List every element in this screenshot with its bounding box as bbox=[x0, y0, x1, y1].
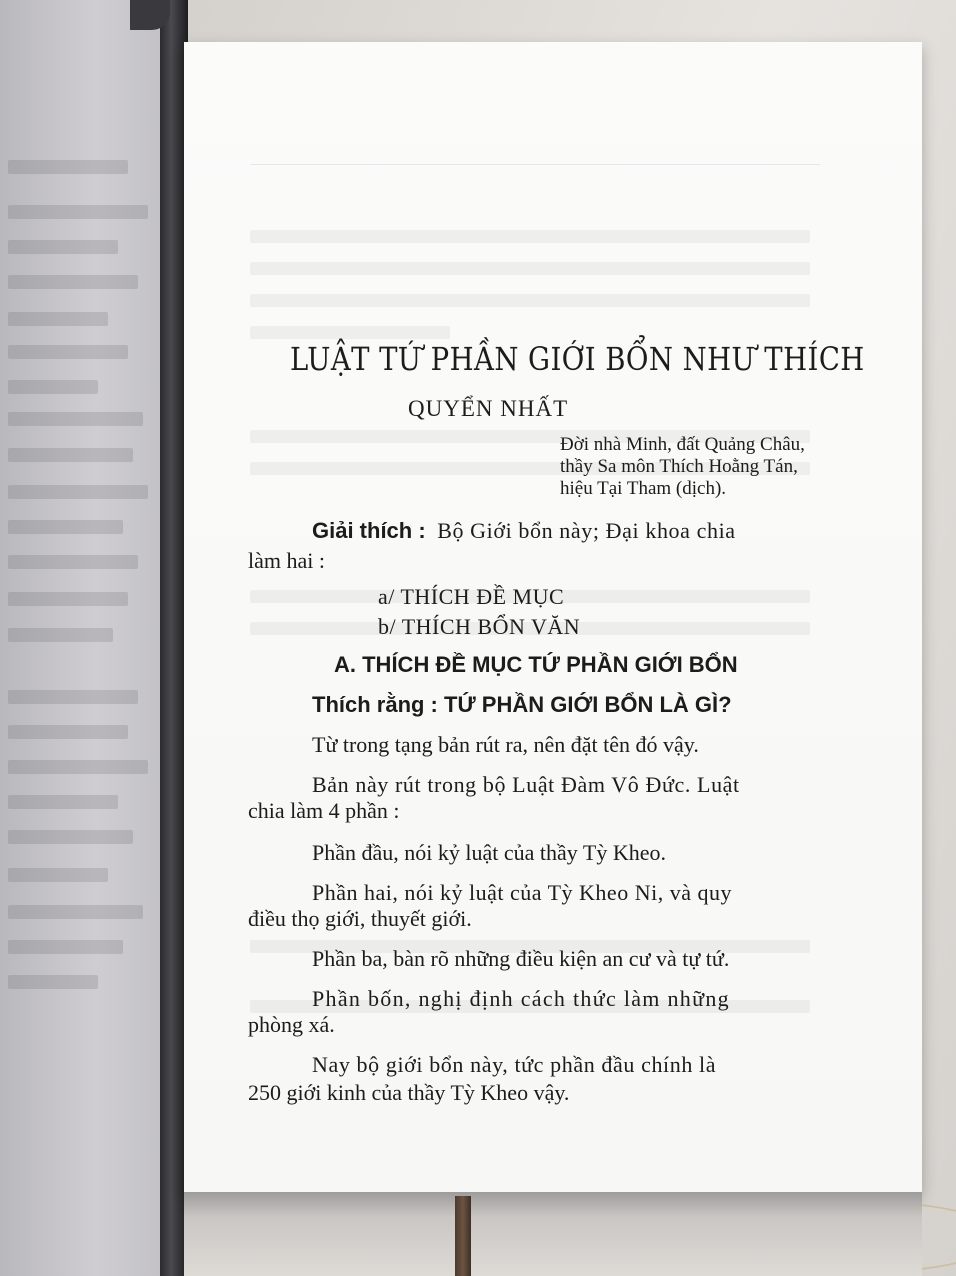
bleed-through-line bbox=[250, 294, 810, 307]
bleed-through-line bbox=[250, 326, 450, 339]
paragraph: Từ trong tạng bản rút ra, nên đặt tên đó vậy. bbox=[312, 732, 699, 757]
section-heading: A. THÍCH ĐỀ MỤC TỨ PHẦN GIỚI BỔN bbox=[334, 652, 738, 677]
intro-line-1 bbox=[312, 518, 736, 544]
paragraph-line: Phần hai, nói kỷ luật của Tỳ Kheo Ni, và quy bbox=[312, 880, 732, 905]
bookmark-ribbon bbox=[455, 1196, 471, 1276]
paragraph-line: Nay bộ giới bổn này, tức phần đầu chính là bbox=[312, 1052, 717, 1077]
credit-line: hiệu Tại Tham (dịch). bbox=[560, 478, 727, 499]
credit-line: Đời nhà Minh, đất Quảng Châu, bbox=[560, 434, 805, 455]
intro-text: Bộ Giới bổn này; Đại khoa chia bbox=[437, 518, 736, 543]
paragraph-line: điều thọ giới, thuyết giới. bbox=[248, 906, 472, 931]
paragraph: Phần đầu, nói kỷ luật của thầy Tỳ Kheo. bbox=[312, 840, 666, 865]
paragraph-line: phòng xá. bbox=[248, 1012, 335, 1037]
list-item: a/ THÍCH ĐỀ MỤC bbox=[378, 584, 565, 609]
list-item: b/ THÍCH BỔN VĂN bbox=[378, 614, 581, 639]
paragraph-line: 250 giới kinh của thầy Tỳ Kheo vậy. bbox=[248, 1080, 570, 1105]
bleed-through-line bbox=[250, 230, 810, 243]
intro-label: Giải thích : bbox=[312, 518, 426, 543]
bleed-through-header bbox=[250, 146, 820, 165]
intro-line-2: làm hai : bbox=[248, 548, 325, 573]
paragraph-line: chia làm 4 phần : bbox=[248, 798, 400, 823]
credit-line: thầy Sa môn Thích Hoằng Tán, bbox=[560, 456, 798, 477]
section-question: Thích rằng : TỨ PHẦN GIỚI BỔN LÀ GÌ? bbox=[312, 692, 732, 717]
paragraph: Phần ba, bàn rõ những điều kiện an cư và tự tứ. bbox=[312, 946, 730, 971]
chapter-title: LUẬT TỨ PHẦN GIỚI BỔN NHƯ THÍCH bbox=[290, 340, 865, 378]
chapter-subtitle: QUYỂN NHẤT bbox=[408, 396, 569, 421]
paragraph-line: Bản này rút trong bộ Luật Đàm Vô Đức. Luật bbox=[312, 772, 740, 797]
bleed-through-line bbox=[250, 262, 810, 275]
page-stack-shadow bbox=[184, 1192, 922, 1276]
paragraph-line: Phần bốn, nghị định cách thức làm những bbox=[312, 986, 730, 1011]
facing-page-bleed-text bbox=[0, 0, 160, 1276]
